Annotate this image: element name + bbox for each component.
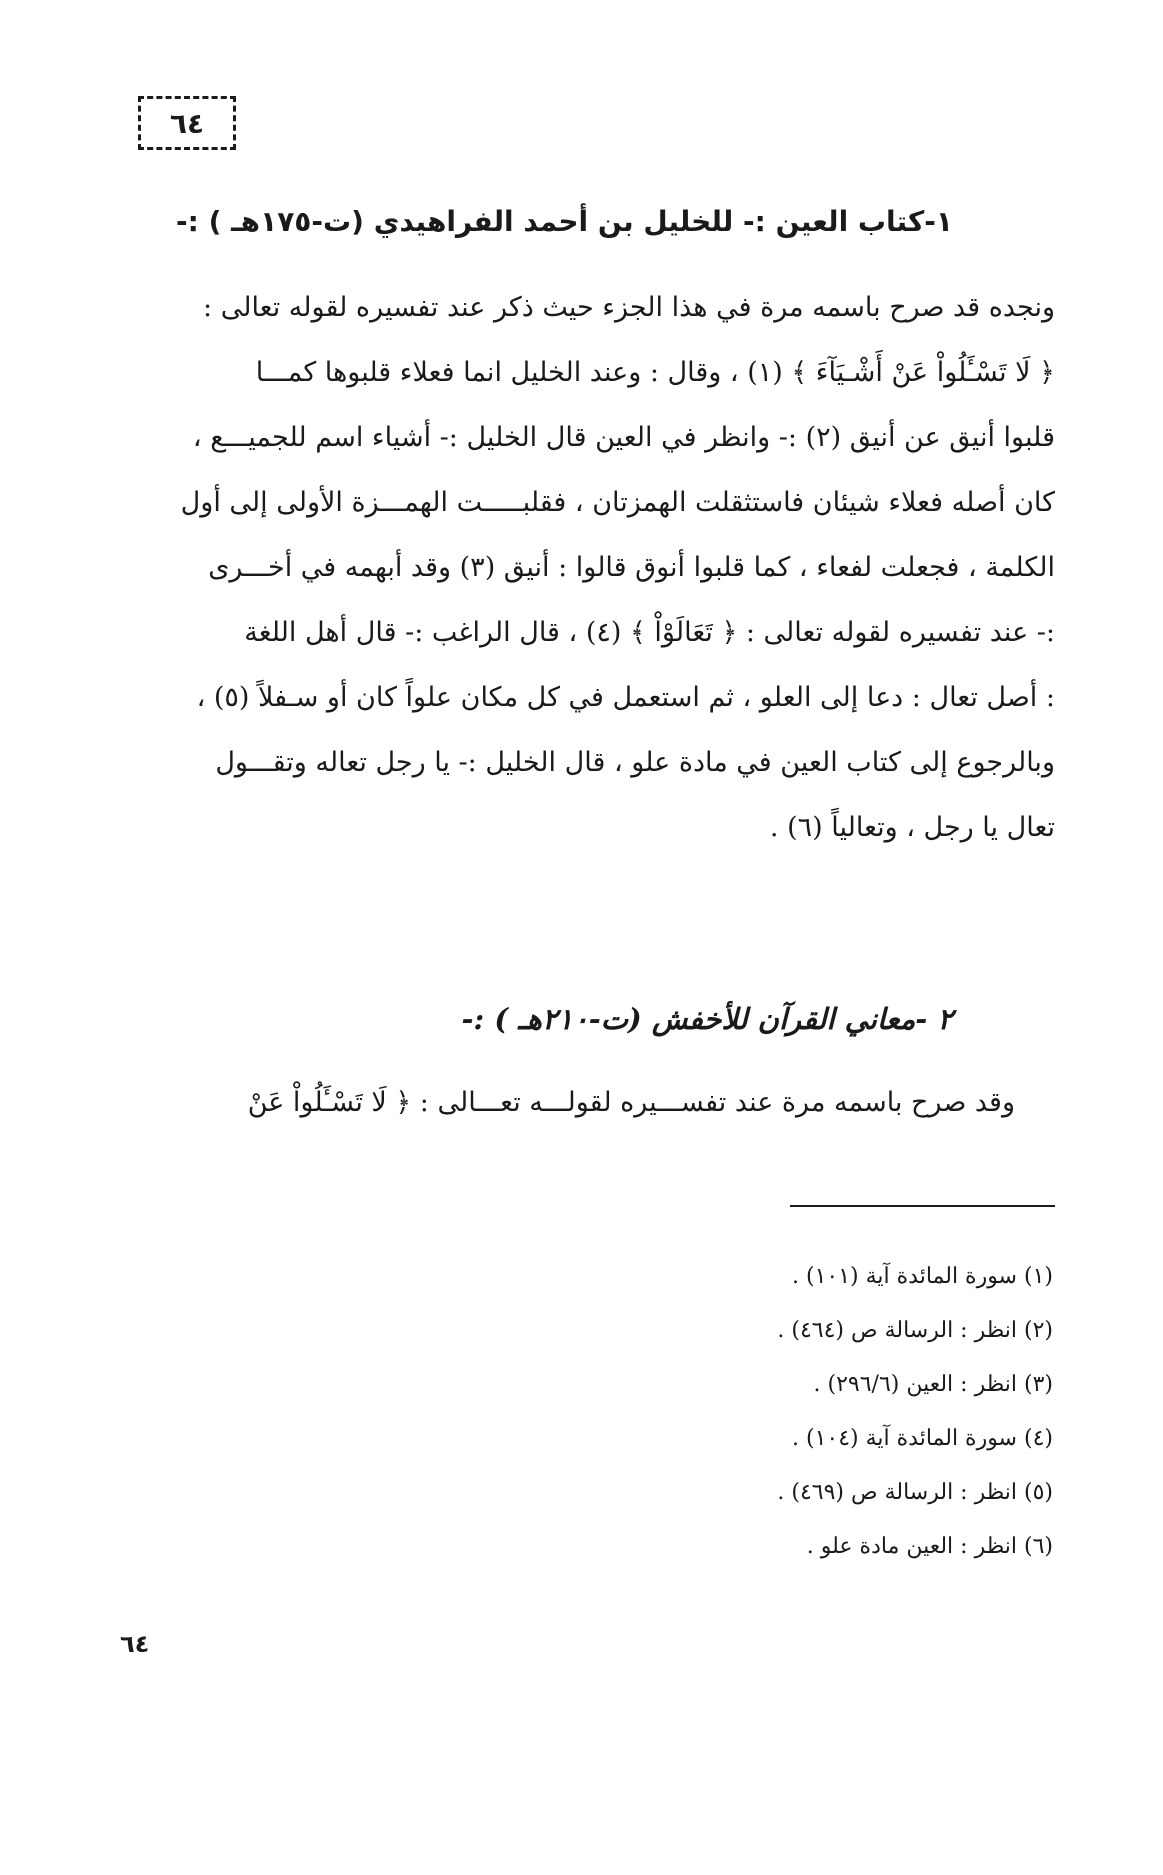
footnote: (٣) انظر : العين (٢٩٦/٦) . <box>813 1372 1053 1397</box>
body-line: :- عند تفسيره لقوله تعالى : ﴿ تَعَالَوْاْ ﴾ (٤) ، قال الراغب :- قال أهل اللغة <box>244 617 1055 648</box>
section-2-heading: ٢ -معاني القرآن للأخفش (ت-٢١٠هـ ) :- <box>461 1002 953 1036</box>
section-1-body <box>125 275 1055 860</box>
footnote: (٢) انظر : الرسالة ص (٤٦٤) . <box>777 1318 1053 1343</box>
body-line: : أصل تعال : دعا إلى العلو ، ثم استعمل في كل مكان علواً كان أو سـفلاً (٥) ، <box>196 682 1055 713</box>
footnote: (٥) انظر : الرسالة ص (٤٦٩) . <box>777 1480 1053 1505</box>
page-number: ٦٤ <box>169 106 205 140</box>
footnote: (٤) سورة المائدة آية (١٠٤) . <box>791 1426 1053 1451</box>
body-line: قلبوا أنيق عن أنيق (٢) :- وانظر في العين قال الخليل :- أشياء اسم للجميـــع ، <box>192 422 1055 453</box>
footnote-divider <box>790 1205 1055 1207</box>
body-line: الكلمة ، فجعلت لفعاء ، كما قلبوا أنوق قالوا : أنيق (٣) وقد أبهمه في أخـــرى <box>208 552 1055 583</box>
footnote: (١) سورة المائدة آية (١٠١) . <box>791 1264 1053 1289</box>
section-1-heading: ١-كتاب العين :- للخليل بن أحمد الفراهيدي (ت-١٧٥هـ ) :- <box>176 205 953 238</box>
body-line: ﴿ لَا تَسْـَٔلُواْ عَنْ أَشْـيَآءَ ﴾ (١) ، وقال : وعند الخليل انما فعلاء قلبوها كمـــا <box>255 357 1055 388</box>
page-folio: ٦٤ <box>120 1630 150 1658</box>
page-number-box <box>138 96 236 150</box>
footnotes <box>777 1250 1053 1574</box>
body-line: وبالرجوع إلى كتاب العين في مادة علو ، قال الخليل :- يا رجل تعاله وتقـــول <box>215 747 1055 778</box>
body-line: تعال يا رجل ، وتعالياً (٦) . <box>769 812 1055 843</box>
section-2-body <box>125 1070 1015 1135</box>
body-line: ونجده قد صرح باسمه مرة في هذا الجزء حيث ذكر عند تفسيره لقوله تعالى : <box>203 292 1055 323</box>
footnote: (٦) انظر : العين مادة علو . <box>806 1534 1053 1559</box>
body-line: وقد صرح باسمه مرة عند تفســـيره لقولـــه تعـــالى : ﴿ لَا تَسْـَٔلُواْ عَنْ <box>247 1087 1015 1118</box>
body-line: كان أصله فعلاء شيئان فاستثقلت الهمزتان ، فقلبـــــت الهمـــزة الأولى إلى أول <box>180 487 1055 518</box>
